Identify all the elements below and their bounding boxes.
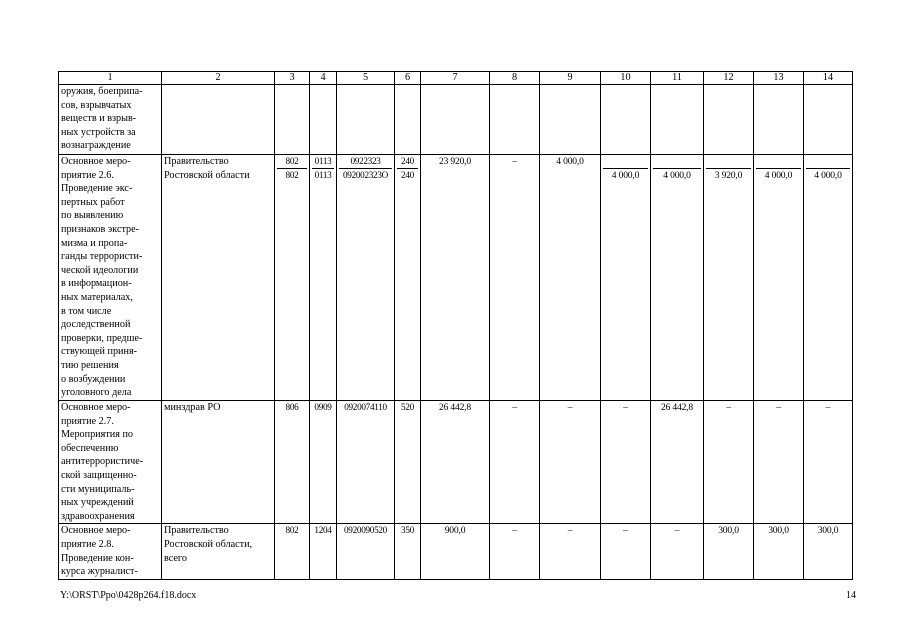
- empty-cell: [540, 85, 601, 155]
- header-cell: 8: [490, 72, 540, 85]
- footer-file-path: Y:\ORST\Ppo\0428p264.f18.docx: [60, 590, 197, 601]
- year-value: 300,0: [704, 524, 754, 580]
- empty-cell: [395, 85, 421, 155]
- total-value: 26 442,8: [421, 401, 490, 524]
- text-line: Ростовской области,: [164, 538, 253, 550]
- vr-code: 240: [401, 156, 414, 166]
- year-value: 4 000,0: [756, 168, 801, 182]
- empty-cell: [601, 85, 651, 155]
- year-value: –: [754, 401, 804, 524]
- text-line: Правительство: [164, 525, 229, 537]
- text-line: Проведение экс-: [61, 183, 133, 195]
- activity-description: [59, 85, 162, 155]
- table-row-2-7: [59, 401, 853, 524]
- table-row-continuation: [59, 85, 853, 155]
- text-line: Правительство: [164, 156, 229, 167]
- activity-description: [59, 401, 162, 524]
- text-line: пертных работ: [61, 196, 125, 208]
- text-line: доследственной: [61, 319, 131, 331]
- text-line: ных материалах,: [61, 291, 133, 303]
- text-line: проверки, предше-: [61, 332, 143, 344]
- vr-code: 520: [395, 401, 421, 524]
- year-value: –: [804, 401, 853, 524]
- rzpr-code-cell: [310, 155, 337, 401]
- text-line: оружия, боеприпа-: [61, 86, 143, 97]
- header-cell: 13: [754, 72, 804, 85]
- text-line: сов, взрывчатых: [61, 99, 132, 111]
- rzpr-code: 0909: [310, 401, 337, 524]
- year-cell: [651, 155, 704, 401]
- csr-code-cell: [337, 155, 395, 401]
- header-row: [59, 72, 853, 85]
- text-line: Проведение кон-: [61, 552, 134, 564]
- text-line: вознаграждение: [61, 140, 131, 152]
- text-line: в том числе: [61, 305, 112, 317]
- text-line: обеспечению: [61, 442, 119, 454]
- header-cell: 5: [337, 72, 395, 85]
- csr-code: 0920090520: [337, 524, 395, 580]
- text-line: приятие 2.6.: [61, 169, 114, 181]
- text-line: уголовного дела: [61, 387, 132, 399]
- header-cell: 2: [162, 72, 275, 85]
- year-cell: [704, 155, 754, 401]
- text-line: антитеррористиче-: [61, 456, 144, 468]
- table-row-2-6: [59, 155, 853, 401]
- text-line: всего: [164, 552, 187, 564]
- text-line: приятие 2.7.: [61, 415, 114, 427]
- empty-cell: [651, 85, 704, 155]
- year-value: 3 920,0: [706, 168, 751, 182]
- year-value: 300,0: [804, 524, 853, 580]
- grbs-code: 806: [275, 401, 310, 524]
- header-cell: 7: [421, 72, 490, 85]
- grbs-code: 802: [275, 524, 310, 580]
- text-line: ных учреждений: [61, 497, 134, 509]
- text-line: Основное меро-: [61, 525, 131, 537]
- csr-code: 092002323О: [339, 168, 392, 182]
- year-value: –: [601, 401, 651, 524]
- total-cell: [421, 155, 490, 401]
- header-cell: 3: [275, 72, 310, 85]
- grbs-code-cell: [275, 155, 310, 401]
- year-value: –: [540, 524, 601, 580]
- header-cell: 1: [59, 72, 162, 85]
- empty-cell: [804, 85, 853, 155]
- empty-cell: [754, 85, 804, 155]
- total-value: 900,0: [421, 524, 490, 580]
- year-value: 4 000,0: [603, 168, 648, 182]
- text-line: по выявлению: [61, 210, 124, 222]
- rzpr-code: 0113: [312, 168, 334, 182]
- text-line: Основное меро-: [61, 156, 131, 167]
- grbs-code: 802: [285, 156, 299, 166]
- year-value: –: [601, 524, 651, 580]
- rzpr-code: 0113: [314, 156, 332, 166]
- rzpr-code: 1204: [310, 524, 337, 580]
- text-line: здравоохранения: [61, 510, 135, 522]
- empty-cell: [421, 85, 490, 155]
- empty-cell: [162, 85, 275, 155]
- year-cell: [754, 155, 804, 401]
- year-value: 26 442,8: [651, 401, 704, 524]
- year-value: –: [490, 401, 540, 524]
- year-value: 4 000,0: [653, 168, 701, 182]
- text-line: о возбуждении: [61, 373, 126, 385]
- header-cell: 10: [601, 72, 651, 85]
- text-line: ческой идеологии: [61, 264, 139, 276]
- text-line: ской защищенно-: [61, 469, 137, 481]
- vr-code: 240: [397, 168, 418, 182]
- empty-cell: [310, 85, 337, 155]
- text-line: ствующей приня-: [61, 346, 138, 358]
- year-cell: [601, 155, 651, 401]
- text-line: Мероприятия по: [61, 429, 133, 441]
- text-line: ных устройств за: [61, 126, 136, 138]
- empty-cell: [490, 85, 540, 155]
- csr-code: 0920074110: [337, 401, 395, 524]
- year-value: 4 000,0: [806, 168, 850, 182]
- grbs-code: 802: [277, 168, 307, 182]
- header-cell: 12: [704, 72, 754, 85]
- text-line: признаков экстре-: [61, 223, 140, 235]
- text-line: минздрав РО: [164, 402, 221, 413]
- table-row-2-8: [59, 524, 853, 580]
- year-value: –: [490, 524, 540, 580]
- text-line: сти муниципаль-: [61, 483, 135, 495]
- executor-cell: [162, 524, 275, 580]
- executor-cell: [162, 401, 275, 524]
- year-value: –: [512, 156, 517, 167]
- activity-description: [59, 524, 162, 580]
- text-line: Основное меро-: [61, 402, 131, 413]
- header-cell: 14: [804, 72, 853, 85]
- header-cell: 6: [395, 72, 421, 85]
- year-cell: [540, 155, 601, 401]
- year-cell: [804, 155, 853, 401]
- header-cell: 4: [310, 72, 337, 85]
- year-value: 4 000,0: [556, 156, 584, 167]
- activity-description: [59, 155, 162, 401]
- budget-table: [58, 71, 853, 580]
- header-cell: 11: [651, 72, 704, 85]
- year-value: –: [651, 524, 704, 580]
- text-line: мизма и пропа-: [61, 237, 128, 249]
- empty-cell: [337, 85, 395, 155]
- text-line: ганды террористи-: [61, 251, 143, 263]
- empty-cell: [275, 85, 310, 155]
- csr-code: 0922323: [350, 156, 381, 166]
- text-line: курса журналист-: [61, 566, 138, 578]
- text-line: тию решения: [61, 359, 119, 371]
- header-cell: 9: [540, 72, 601, 85]
- total-value: 23 920,0: [439, 156, 471, 167]
- text-line: веществ и взрыв-: [61, 113, 137, 125]
- executor-cell: [162, 155, 275, 401]
- page-number: 14: [846, 590, 856, 601]
- vr-code: 350: [395, 524, 421, 580]
- text-line: приятие 2.8.: [61, 538, 114, 550]
- empty-cell: [704, 85, 754, 155]
- text-line: в информацион-: [61, 278, 132, 290]
- vr-code-cell: [395, 155, 421, 401]
- year-value: –: [540, 401, 601, 524]
- year-value: –: [704, 401, 754, 524]
- year-cell: [490, 155, 540, 401]
- year-value: 300,0: [754, 524, 804, 580]
- text-line: Ростовской области: [164, 169, 250, 181]
